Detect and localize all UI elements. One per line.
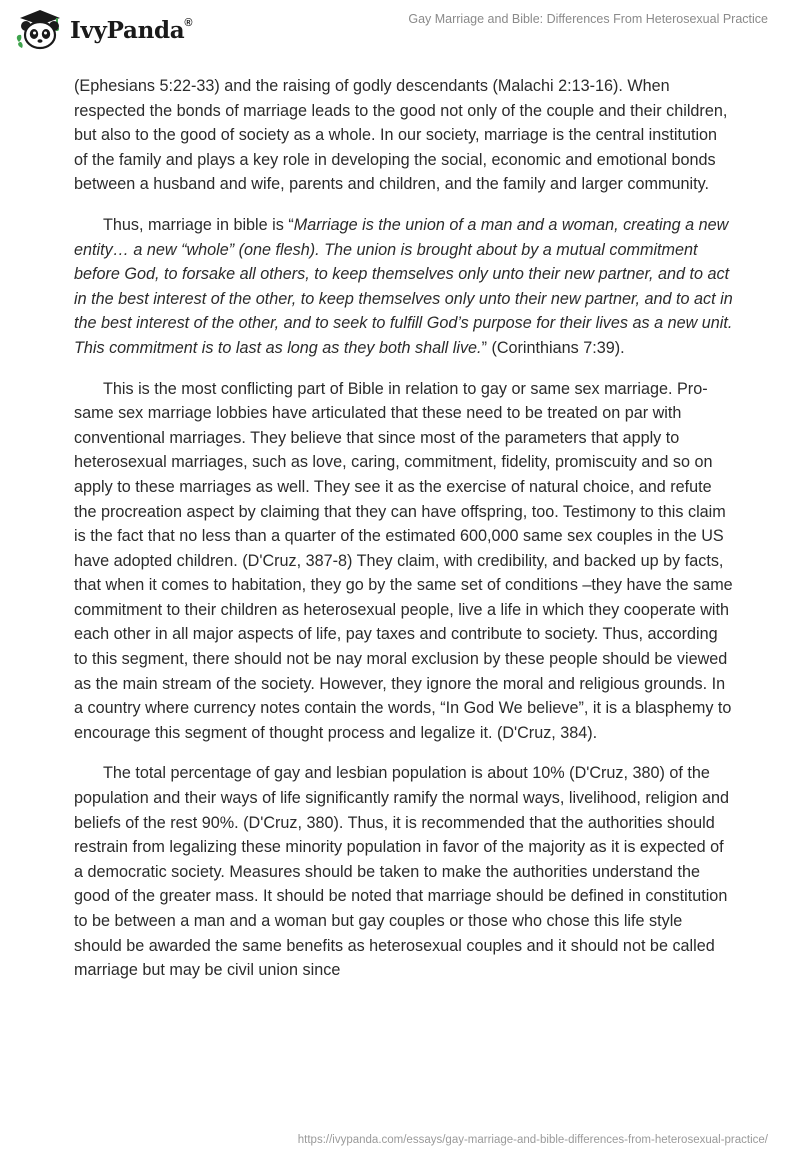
ivypanda-logo[interactable] <box>14 8 192 52</box>
paragraph-1: (Ephesians 5:22-33) and the raising of godly descendants (Malachi 2:13-16). When respected the bonds of marriage leads to the good not only of the couple and their children, but also to the good of society as a whole. In our society, marriage is the central institution of the family and plays a key role in developing the social, economic and emotional bonds between a husband and wife, parents and children, and the family and larger community. <box>74 77 728 194</box>
page-header <box>0 0 800 60</box>
panda-graduate-icon <box>14 8 66 52</box>
source-url[interactable]: https://ivypanda.com/essays/gay-marriage-and-bible-differences-from-heterosexual-practice/ <box>297 1134 768 1146</box>
paragraph-2-lead: Thus, marriage in bible is “ <box>103 215 294 234</box>
essay-body <box>74 74 734 999</box>
paragraph-2 <box>74 213 734 361</box>
logo-text: IvyPanda® <box>70 16 193 44</box>
document-title: Gay Marriage and Bible: Differences From Heterosexual Practice <box>408 12 768 26</box>
paragraph-3: This is the most conflicting part of Bible in relation to gay or same sex marriage. Pro-same sex marriage lobbies have articulated that these need to be treated on par with conventional marriages. They believe that since most of the parameters that apply to heterosexual marriages, such as love, caring, commitment, fidelity, promiscuity and so on apply to these marriages as well. They see it as the exercise of natural choice, and refute the procreation aspect by claiming that they can have offspring, too. Testimony to this claim is the fact that no less than a quarter of the estimated 600,000 same sex couples in the US have adopted children. (D'Cruz, 387-8) They claim, with credibility, and backed up by facts, that when it comes to habitation, they go by the same set of conditions –they have the same commitment to their children as heterosexual people, live a life in which they cooperate with each other in all major aspects of life, pay taxes and contribute to society. Thus, according to this segment, there should not be nay moral exclusion by these people should be viewed as the main stream of the society. However, they ignore the moral and religious grounds. In a country where currency notes contain the words, “In God We believe”, it is a blasphemy to encourage this segment of thought process and legalize it. (D'Cruz, 384). <box>74 379 733 742</box>
marriage-definition-quote: Marriage is the union of a man and a woman, creating a new entity… a new “whole” (one flesh). The union is brought about by a mutual commitment before God, to forsake all others, to keep themselves only unto their new partner, and to act in the best interest of the other, to keep themselves only unto their new partner, and to act in the best interest of the other, and to seek to fulfill God’s purpose for their lives as a new unit. This commitment is to last as long as they both shall live. <box>74 215 733 357</box>
paragraph-2-citation: ” (Corinthians 7:39). <box>481 338 625 357</box>
paragraph-4: The total percentage of gay and lesbian population is about 10% (D'Cruz, 380) of the population and their ways of life significantly ramify the normal ways, livelihood, religion and beliefs of the rest 90%. (D'Cruz, 380). Thus, it is recommended that the authorities should restrain from legalizing these minority population in favor of the majority as it is expected of a democratic society. Measures should be taken to make the authorities understand the good of the greater mass. It should be noted that marriage should be defined in constitution to be between a man and a woman but gay couples or those who chose this life style should be awarded the same benefits as heterosexual couples and it should not be called marriage but may be civil union since <box>74 764 730 980</box>
